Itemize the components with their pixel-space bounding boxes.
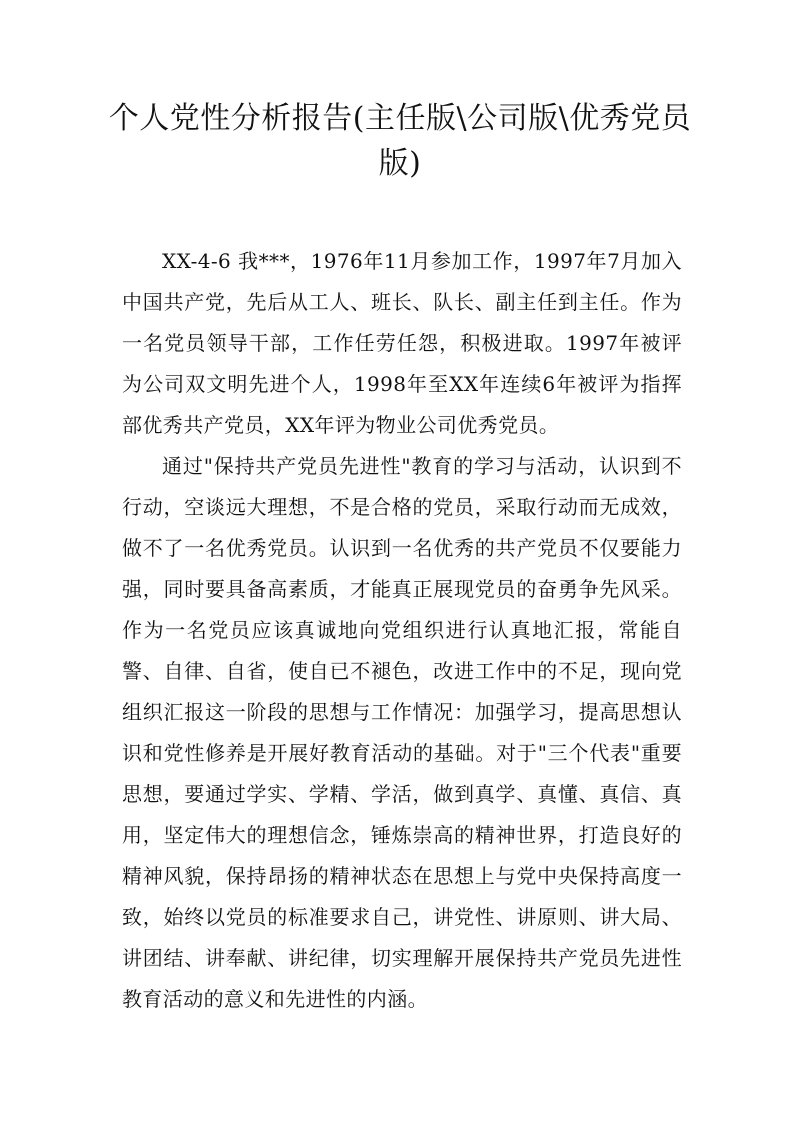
document-title: 个人党性分析报告(主任版\公司版\优秀党员版): [108, 101, 692, 181]
paragraph-2: 通过"保持共产党员先进性"教育的学习与活动，认识到不行动，空谈远大理想，不是合格的党员，采取行动而无成效，做不了一名优秀党员。认识到一名优秀的共产党员不仅要能力强，同时要具备高素质，才能真正展现党员的奋勇争先风采。作为一名党员应该真诚地向党组织进行认真地汇报，常能自警、自律、自省，使自已不褪色，改进工作中的不足，现向党组织汇报这一阶段的思想与工作情况：加强学习，提高思想认识和党性修养是开展好教育活动的基础。对于"三个代表"重要思想，要通过学实、学精、学活，做到真学、真懂、真信、真用，坚定伟大的理想信念，锤炼崇高的精神世界，打造良好的精神风貌，保持昂扬的精神状态在思想上与党中央保持高度一致，始终以党员的标准要求自己，讲党性、讲原则、讲大局、讲团结、讲奉献、讲纪律，切实理解开展保持共产党员先进性教育活动的意义和先进性的内涵。: [122, 454, 682, 1011]
paragraph-1: XX-4-6 我***，1976年11月参加工作，1997年7月加入中国共产党，先后从工人、班长、队长、副主任到主任。作为一名党员领导干部，工作任劳任怨，积极进取。1997年被评为公司双文明先进个人，1998年至XX年连续6年被评为指挥部优秀共产党员，XX年评为物业公司优秀党员。: [122, 249, 682, 437]
document-body: [122, 241, 682, 1020]
